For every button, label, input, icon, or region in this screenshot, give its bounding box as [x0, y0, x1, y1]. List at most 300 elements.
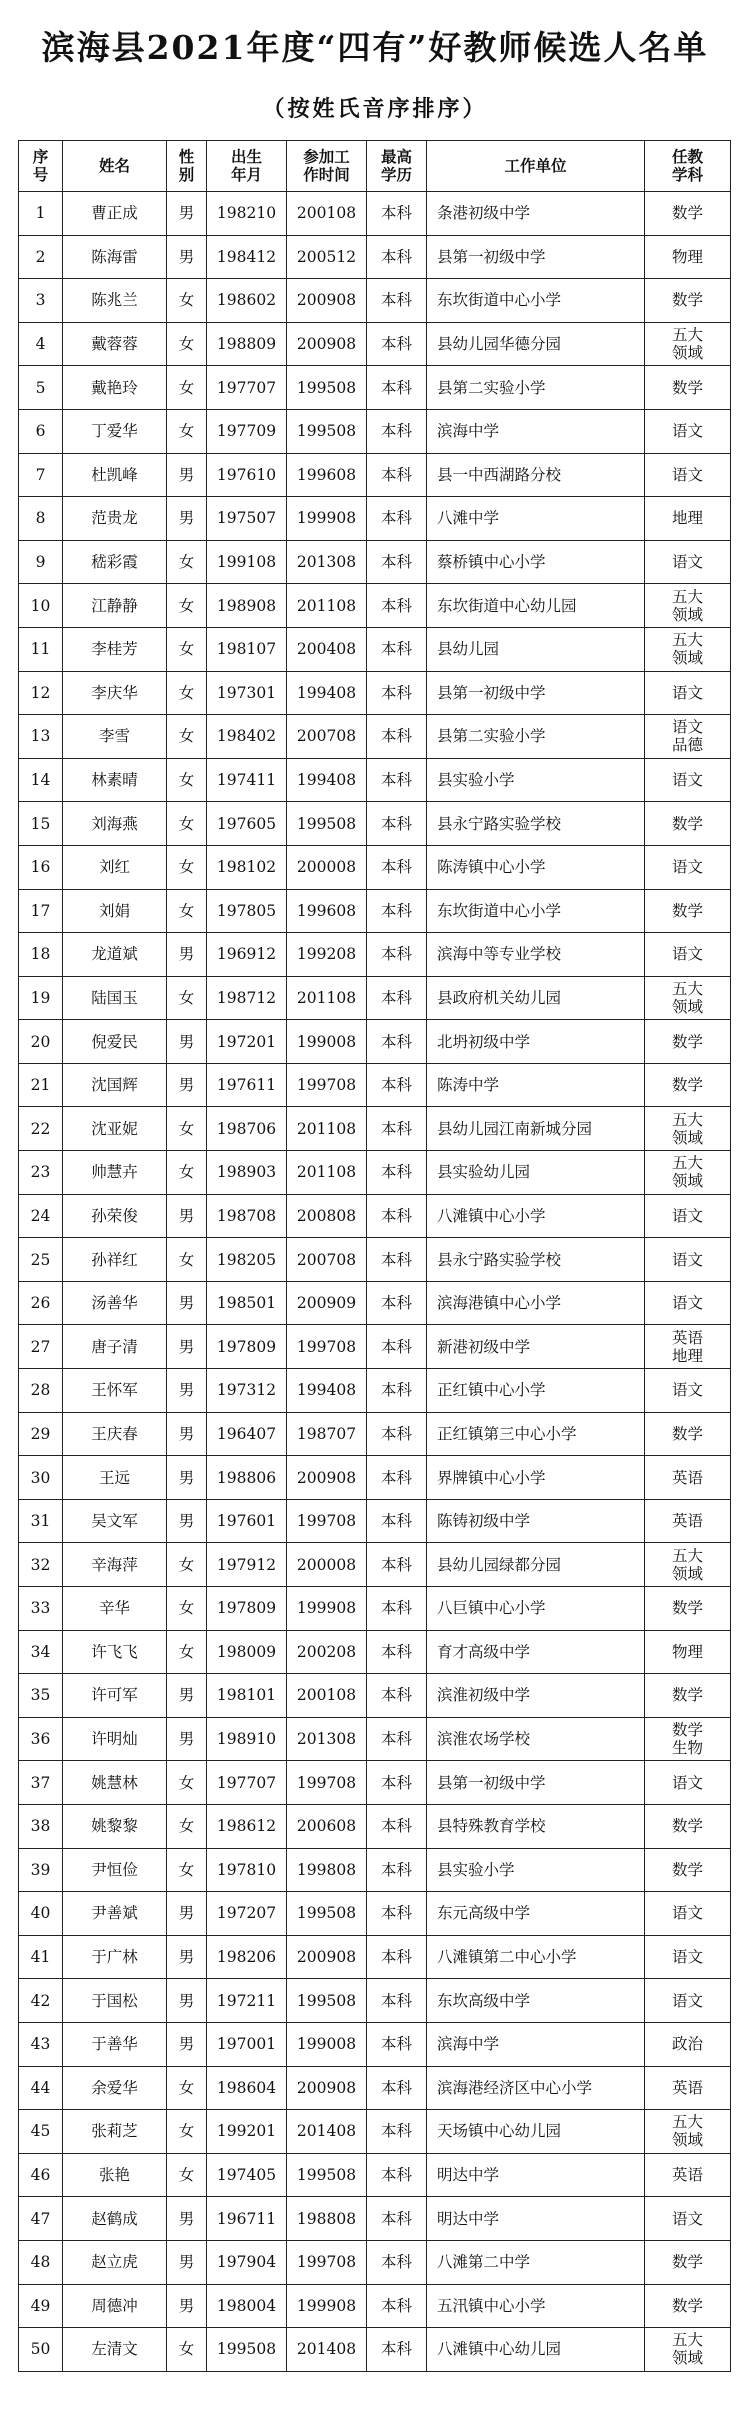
cell-birth: 198210 — [207, 192, 287, 236]
subject-text: 数学 — [671, 1032, 703, 1051]
table-row — [19, 497, 731, 541]
table-row — [19, 802, 731, 846]
cell-work-start: 200408 — [287, 627, 367, 671]
cell-name: 左清文 — [63, 2328, 167, 2372]
cell-birth: 198101 — [207, 1674, 287, 1718]
column-header-unit — [427, 141, 645, 192]
cell-work-start: 201108 — [287, 1107, 367, 1151]
cell-unit: 县政府机关幼儿园 — [427, 976, 645, 1020]
cell-name: 赵立虎 — [63, 2240, 167, 2284]
cell-birth: 198809 — [207, 322, 287, 366]
cell-unit: 县第二实验小学 — [427, 366, 645, 410]
cell-name: 陆国玉 — [63, 976, 167, 1020]
cell-sex: 男 — [167, 1412, 207, 1456]
cell-name: 许可军 — [63, 1674, 167, 1718]
cell-unit: 县第一初级中学 — [427, 235, 645, 279]
subject-text: 五大 — [671, 587, 703, 606]
cell-birth: 198107 — [207, 627, 287, 671]
cell-birth: 197810 — [207, 1848, 287, 1892]
cell-sex: 男 — [167, 1020, 207, 1064]
cell-sex: 女 — [167, 2328, 207, 2372]
table-row — [19, 584, 731, 628]
column-header-education — [367, 141, 427, 192]
cell-subject — [645, 933, 731, 977]
cell-unit: 县幼儿园江南新城分园 — [427, 1107, 645, 1151]
cell-subject — [645, 1630, 731, 1674]
subject-text: 五大 — [671, 1154, 703, 1173]
cell-birth: 198706 — [207, 1107, 287, 1151]
cell-no: 3 — [19, 279, 63, 323]
cell-work-start: 199708 — [287, 2240, 367, 2284]
cell-no: 42 — [19, 1979, 63, 2023]
cell-birth: 197707 — [207, 1761, 287, 1805]
cell-no: 31 — [19, 1499, 63, 1543]
cell-work-start: 199508 — [287, 2153, 367, 2197]
cell-work-start: 200908 — [287, 279, 367, 323]
cell-work-start: 199708 — [287, 1325, 367, 1369]
cell-no: 15 — [19, 802, 63, 846]
cell-name: 于国松 — [63, 1979, 167, 2023]
cell-education: 本科 — [367, 1412, 427, 1456]
cell-education: 本科 — [367, 2066, 427, 2110]
cell-education: 本科 — [367, 1194, 427, 1238]
cell-sex: 女 — [167, 889, 207, 933]
table-row — [19, 2328, 731, 2372]
cell-name: 姚黎黎 — [63, 1804, 167, 1848]
cell-subject — [645, 366, 731, 410]
cell-subject — [645, 1587, 731, 1631]
cell-work-start: 201108 — [287, 1151, 367, 1195]
cell-subject — [645, 322, 731, 366]
cell-work-start: 199208 — [287, 933, 367, 977]
cell-no: 13 — [19, 715, 63, 759]
cell-work-start: 200908 — [287, 322, 367, 366]
cell-education: 本科 — [367, 1717, 427, 1761]
cell-no: 49 — [19, 2284, 63, 2328]
cell-work-start: 200708 — [287, 715, 367, 759]
cell-work-start: 201308 — [287, 1717, 367, 1761]
table-body — [19, 192, 731, 2372]
table-row — [19, 933, 731, 977]
cell-birth: 196407 — [207, 1412, 287, 1456]
cell-subject — [645, 497, 731, 541]
table-row — [19, 1456, 731, 1500]
cell-education: 本科 — [367, 2328, 427, 2372]
cell-birth: 198908 — [207, 584, 287, 628]
cell-work-start: 199408 — [287, 758, 367, 802]
cell-work-start: 199908 — [287, 1587, 367, 1631]
table-row — [19, 1194, 731, 1238]
cell-name: 刘红 — [63, 845, 167, 889]
cell-unit: 条港初级中学 — [427, 192, 645, 236]
header-text: 年月 — [230, 165, 262, 184]
cell-birth: 197605 — [207, 802, 287, 846]
cell-subject — [645, 1151, 731, 1195]
cell-sex: 男 — [167, 1979, 207, 2023]
cell-unit: 县第一初级中学 — [427, 1761, 645, 1805]
subject-text: 语文 — [671, 1991, 703, 2010]
cell-subject — [645, 1674, 731, 1718]
cell-name: 张莉芝 — [63, 2110, 167, 2154]
subject-text: 语文 — [671, 553, 703, 572]
cell-unit: 滨海中学 — [427, 2022, 645, 2066]
cell-subject — [645, 1761, 731, 1805]
cell-sex: 男 — [167, 192, 207, 236]
subject-text: 地理 — [671, 1346, 703, 1365]
table-row — [19, 1151, 731, 1195]
cell-unit: 滨淮农场学校 — [427, 1717, 645, 1761]
cell-no: 14 — [19, 758, 63, 802]
cell-no: 18 — [19, 933, 63, 977]
cell-no: 6 — [19, 409, 63, 453]
cell-birth: 198004 — [207, 2284, 287, 2328]
subject-text: 五大 — [671, 631, 703, 650]
cell-birth: 198602 — [207, 279, 287, 323]
cell-no: 30 — [19, 1456, 63, 1500]
cell-unit: 县永宁路实验学校 — [427, 1238, 645, 1282]
header-text: 出生 — [230, 147, 262, 166]
cell-work-start: 200008 — [287, 845, 367, 889]
cell-unit: 县一中西湖路分校 — [427, 453, 645, 497]
cell-sex: 男 — [167, 1456, 207, 1500]
cell-no: 39 — [19, 1848, 63, 1892]
cell-subject — [645, 192, 731, 236]
cell-name: 尹恒俭 — [63, 1848, 167, 1892]
cell-unit: 正红镇第三中心小学 — [427, 1412, 645, 1456]
cell-sex: 女 — [167, 1848, 207, 1892]
cell-education: 本科 — [367, 2022, 427, 2066]
cell-no: 43 — [19, 2022, 63, 2066]
cell-birth: 198205 — [207, 1238, 287, 1282]
cell-no: 28 — [19, 1369, 63, 1413]
cell-work-start: 199508 — [287, 1892, 367, 1936]
cell-no: 1 — [19, 192, 63, 236]
cell-no: 9 — [19, 540, 63, 584]
subject-text: 领域 — [671, 1172, 703, 1191]
cell-unit: 县第二实验小学 — [427, 715, 645, 759]
cell-unit: 陈涛镇中心小学 — [427, 845, 645, 889]
cell-no: 8 — [19, 497, 63, 541]
cell-work-start: 199008 — [287, 2022, 367, 2066]
table-row — [19, 715, 731, 759]
cell-work-start: 201408 — [287, 2328, 367, 2372]
cell-sex: 男 — [167, 453, 207, 497]
cell-sex: 男 — [167, 1935, 207, 1979]
cell-education: 本科 — [367, 758, 427, 802]
subject-text: 英语 — [671, 2166, 703, 2185]
table-row — [19, 322, 731, 366]
cell-subject — [645, 1848, 731, 1892]
cell-birth: 199201 — [207, 2110, 287, 2154]
cell-birth: 197411 — [207, 758, 287, 802]
subject-text: 五大 — [671, 2331, 703, 2350]
cell-name: 陈兆兰 — [63, 279, 167, 323]
cell-sex: 男 — [167, 497, 207, 541]
subject-text: 语文 — [671, 2209, 703, 2228]
cell-work-start: 200608 — [287, 1804, 367, 1848]
cell-subject — [645, 1543, 731, 1587]
cell-no: 16 — [19, 845, 63, 889]
subject-text: 政治 — [671, 2035, 703, 2054]
table-row — [19, 279, 731, 323]
cell-sex: 男 — [167, 1194, 207, 1238]
table-row — [19, 1238, 731, 1282]
subject-text: 语文 — [671, 1773, 703, 1792]
cell-no: 12 — [19, 671, 63, 715]
cell-unit: 滨淮初级中学 — [427, 1674, 645, 1718]
cell-unit: 八滩镇中心幼儿园 — [427, 2328, 645, 2372]
table-row — [19, 1761, 731, 1805]
subject-text: 数学 — [671, 1599, 703, 1618]
cell-subject — [645, 2110, 731, 2154]
cell-subject — [645, 1499, 731, 1543]
cell-education: 本科 — [367, 802, 427, 846]
cell-sex: 男 — [167, 235, 207, 279]
subject-text: 语文 — [671, 771, 703, 790]
cell-no: 48 — [19, 2240, 63, 2284]
cell-unit: 天场镇中心幼儿园 — [427, 2110, 645, 2154]
column-header-name — [63, 141, 167, 192]
table-row — [19, 1587, 731, 1631]
cell-education: 本科 — [367, 976, 427, 1020]
cell-education: 本科 — [367, 2240, 427, 2284]
table-row — [19, 2240, 731, 2284]
cell-unit: 县永宁路实验学校 — [427, 802, 645, 846]
cell-subject — [645, 1063, 731, 1107]
cell-birth: 197211 — [207, 1979, 287, 2023]
cell-work-start: 199908 — [287, 2284, 367, 2328]
cell-unit: 东坎街道中心小学 — [427, 889, 645, 933]
cell-work-start: 200708 — [287, 1238, 367, 1282]
cell-name: 张艳 — [63, 2153, 167, 2197]
header-text: 序 — [32, 147, 49, 166]
cell-no: 34 — [19, 1630, 63, 1674]
cell-unit: 东坎高级中学 — [427, 1979, 645, 2023]
cell-education: 本科 — [367, 2197, 427, 2241]
cell-unit: 县幼儿园绿都分园 — [427, 1543, 645, 1587]
document-title: 滨海县2021年度“四有”好教师候选人名单 — [41, 28, 709, 67]
cell-no: 25 — [19, 1238, 63, 1282]
cell-no: 36 — [19, 1717, 63, 1761]
cell-subject — [645, 1892, 731, 1936]
cell-name: 吴文军 — [63, 1499, 167, 1543]
subject-text: 五大 — [671, 1110, 703, 1129]
cell-education: 本科 — [367, 453, 427, 497]
cell-education: 本科 — [367, 1107, 427, 1151]
cell-work-start: 200908 — [287, 2066, 367, 2110]
cell-subject — [645, 671, 731, 715]
cell-education: 本科 — [367, 1892, 427, 1936]
cell-unit: 县幼儿园 — [427, 627, 645, 671]
table-row — [19, 1543, 731, 1587]
cell-work-start: 198808 — [287, 2197, 367, 2241]
cell-education: 本科 — [367, 1979, 427, 2023]
cell-unit: 界牌镇中心小学 — [427, 1456, 645, 1500]
cell-education: 本科 — [367, 889, 427, 933]
header-text: 工作单位 — [504, 156, 567, 175]
cell-subject — [645, 889, 731, 933]
cell-no: 27 — [19, 1325, 63, 1369]
cell-education: 本科 — [367, 1369, 427, 1413]
cell-work-start: 200208 — [287, 1630, 367, 1674]
cell-education: 本科 — [367, 1848, 427, 1892]
cell-work-start: 199508 — [287, 1979, 367, 2023]
cell-subject — [645, 627, 731, 671]
cell-subject — [645, 976, 731, 1020]
cell-no: 35 — [19, 1674, 63, 1718]
cell-education: 本科 — [367, 845, 427, 889]
subject-text: 数学 — [671, 2296, 703, 2315]
table-row — [19, 540, 731, 584]
cell-sex: 男 — [167, 1674, 207, 1718]
table-row — [19, 1499, 731, 1543]
cell-birth: 199508 — [207, 2328, 287, 2372]
cell-name: 林素晴 — [63, 758, 167, 802]
cell-birth: 196711 — [207, 2197, 287, 2241]
cell-no: 19 — [19, 976, 63, 1020]
cell-birth: 197709 — [207, 409, 287, 453]
cell-name: 刘娟 — [63, 889, 167, 933]
cell-name: 龙道斌 — [63, 933, 167, 977]
cell-name: 杜凯峰 — [63, 453, 167, 497]
table-row — [19, 409, 731, 453]
table-row — [19, 366, 731, 410]
table-row — [19, 2110, 731, 2154]
cell-birth: 198412 — [207, 235, 287, 279]
table-row — [19, 1020, 731, 1064]
cell-unit: 育才高级中学 — [427, 1630, 645, 1674]
subject-text: 数学 — [671, 1817, 703, 1836]
header-text: 学历 — [380, 165, 412, 184]
subject-text: 数学 — [671, 1686, 703, 1705]
cell-unit: 明达中学 — [427, 2153, 645, 2197]
cell-unit: 滨海中等专业学校 — [427, 933, 645, 977]
cell-education: 本科 — [367, 540, 427, 584]
subject-text: 数学 — [671, 1860, 703, 1879]
table-row — [19, 1063, 731, 1107]
cell-work-start: 200108 — [287, 192, 367, 236]
subject-text: 数学 — [671, 1424, 703, 1443]
cell-birth: 198009 — [207, 1630, 287, 1674]
cell-name: 倪爱民 — [63, 1020, 167, 1064]
table-row — [19, 1412, 731, 1456]
cell-subject — [645, 1369, 731, 1413]
cell-unit: 东坎街道中心小学 — [427, 279, 645, 323]
subject-text: 领域 — [671, 344, 703, 363]
cell-name: 赵鹤成 — [63, 2197, 167, 2241]
subject-text: 领域 — [671, 997, 703, 1016]
cell-name: 辛华 — [63, 1587, 167, 1631]
cell-name: 许飞飞 — [63, 1630, 167, 1674]
cell-education: 本科 — [367, 2110, 427, 2154]
cell-no: 24 — [19, 1194, 63, 1238]
table-row — [19, 453, 731, 497]
cell-work-start: 200512 — [287, 235, 367, 279]
cell-name: 陈海雷 — [63, 235, 167, 279]
cell-education: 本科 — [367, 1151, 427, 1195]
cell-no: 41 — [19, 1935, 63, 1979]
subject-text: 数学 — [671, 291, 703, 310]
cell-education: 本科 — [367, 584, 427, 628]
cell-education: 本科 — [367, 1063, 427, 1107]
cell-work-start: 200008 — [287, 1543, 367, 1587]
cell-education: 本科 — [367, 497, 427, 541]
cell-name: 唐子清 — [63, 1325, 167, 1369]
cell-birth: 198604 — [207, 2066, 287, 2110]
cell-work-start: 199508 — [287, 366, 367, 410]
cell-education: 本科 — [367, 409, 427, 453]
cell-name: 戴蓉蓉 — [63, 322, 167, 366]
cell-birth: 198712 — [207, 976, 287, 1020]
table-row — [19, 192, 731, 236]
cell-no: 33 — [19, 1587, 63, 1631]
subject-text: 语文 — [671, 1250, 703, 1269]
subject-text: 英语 — [671, 2078, 703, 2097]
cell-subject — [645, 1979, 731, 2023]
cell-education: 本科 — [367, 2284, 427, 2328]
cell-unit: 县实验小学 — [427, 1848, 645, 1892]
cell-work-start: 201408 — [287, 2110, 367, 2154]
table-row — [19, 758, 731, 802]
cell-no: 47 — [19, 2197, 63, 2241]
cell-unit: 明达中学 — [427, 2197, 645, 2241]
table-row — [19, 889, 731, 933]
cell-subject — [645, 758, 731, 802]
cell-unit: 县实验幼儿园 — [427, 1151, 645, 1195]
header-text: 号 — [32, 165, 49, 184]
table-row — [19, 1892, 731, 1936]
table-row — [19, 1630, 731, 1674]
subject-text: 语文 — [671, 858, 703, 877]
cell-education: 本科 — [367, 1020, 427, 1064]
cell-subject — [645, 1717, 731, 1761]
cell-unit: 县特殊教育学校 — [427, 1804, 645, 1848]
cell-subject — [645, 279, 731, 323]
cell-sex: 男 — [167, 933, 207, 977]
cell-birth: 198501 — [207, 1281, 287, 1325]
subject-text: 物理 — [671, 247, 703, 266]
cell-sex: 男 — [167, 1063, 207, 1107]
cell-subject — [645, 2066, 731, 2110]
subject-text: 语文 — [671, 465, 703, 484]
table-row — [19, 627, 731, 671]
cell-birth: 196912 — [207, 933, 287, 977]
subject-text: 领域 — [671, 1564, 703, 1583]
subject-text: 品德 — [671, 736, 703, 755]
header-text: 参加工 — [303, 147, 350, 166]
cell-unit: 蔡桥镇中心小学 — [427, 540, 645, 584]
cell-no: 32 — [19, 1543, 63, 1587]
table-row — [19, 2284, 731, 2328]
cell-birth: 197201 — [207, 1020, 287, 1064]
cell-name: 孙荣俊 — [63, 1194, 167, 1238]
cell-unit: 五汛镇中心小学 — [427, 2284, 645, 2328]
document-subtitle: （按姓氏音序排序） — [262, 96, 488, 122]
cell-birth: 197707 — [207, 366, 287, 410]
cell-no: 23 — [19, 1151, 63, 1195]
cell-education: 本科 — [367, 366, 427, 410]
cell-no: 17 — [19, 889, 63, 933]
cell-sex: 女 — [167, 1151, 207, 1195]
header-text: 姓名 — [98, 156, 130, 175]
cell-name: 余爱华 — [63, 2066, 167, 2110]
cell-sex: 女 — [167, 584, 207, 628]
cell-sex: 女 — [167, 322, 207, 366]
cell-name: 江静静 — [63, 584, 167, 628]
subject-text: 领域 — [671, 1128, 703, 1147]
cell-sex: 男 — [167, 2284, 207, 2328]
cell-sex: 男 — [167, 1717, 207, 1761]
